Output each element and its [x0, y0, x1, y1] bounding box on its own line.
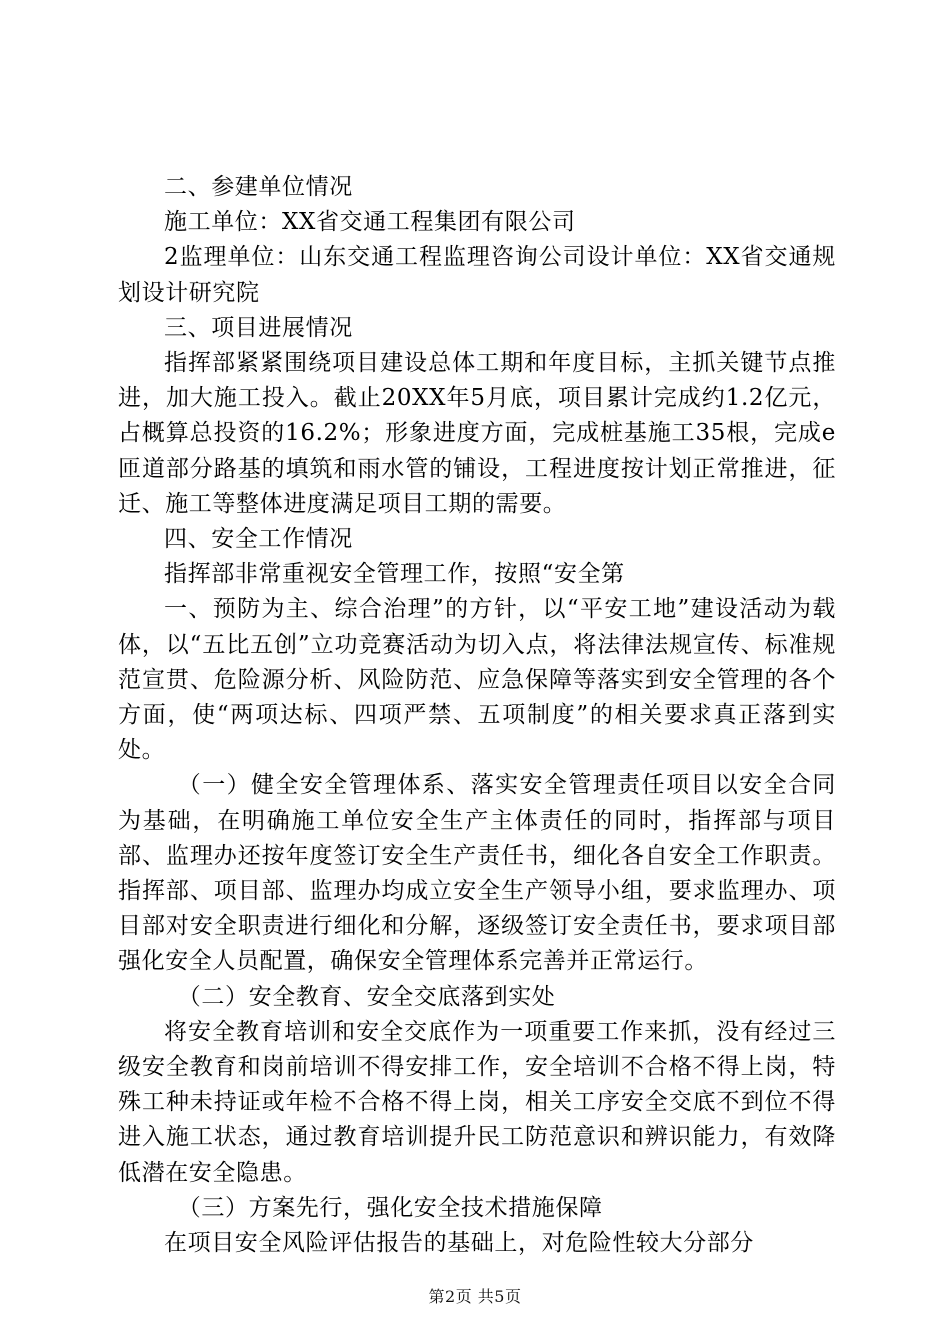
section-heading-participants: 二、参建单位情况: [164, 174, 353, 200]
document-body: [118, 170, 836, 1261]
safety-intro-line: 指挥部非常重视安全管理工作，按照“安全第: [164, 561, 625, 588]
subheading-plan-first: （三）方案先行，强化安全技术措施保障: [177, 1194, 603, 1221]
section-heading-safety: 四、安全工作情况: [164, 526, 353, 553]
section-heading-progress: 三、项目进展情况: [164, 314, 353, 341]
supervision-design-unit-paragraph: 2监理单位：山东交通工程监理咨询公司设计单位：XX省交通规划设计研究院: [118, 244, 836, 306]
education-paragraph: 将安全教育培训和安全交底作为一项重要工作来抓，没有经过三级安全教育和岗前培训不得安排工作，安全培训不合格不得上岗，特殊工种未持证或年检不合格不得上岗，相关工序安全交底不到位不得进入施工状态，通过教育培训提升民工防范意识和辨识能力，有效降低潜在安全隐患。: [118, 1018, 836, 1186]
progress-paragraph: 指挥部紧紧围绕项目建设总体工期和年度目标，主抓关键节点推进，加大施工投入。截止20XX年5月底，项目累计完成约1.2亿元，占概算总投资的16.2%；形象进度方面，完成桩基施工35根，完成e匝道部分路基的填筑和雨水管的铺设，工程进度按计划正常推进，征迁、施工等整体进度满足项目工期的需要。: [118, 350, 836, 517]
page-number-footer: 第2页 共5页: [428, 1287, 522, 1306]
risk-assessment-paragraph: 在项目安全风险评估报告的基础上，对危险性较大分部分: [164, 1230, 754, 1257]
subheading-education: （二）安全教育、安全交底落到实处: [177, 983, 556, 1010]
safety-policy-paragraph: 一、预防为主、综合治理”的方针，以“平安工地”建设活动为载体，以“五比五创”立功竞赛活动为切入点，将法律法规宣传、标准规范宣贯、危险源分析、风险防范、应急保障等落实到安全管理的各个方面，使“两项达标、四项严禁、五项制度”的相关要求真正落到实处。: [118, 596, 836, 764]
safety-system-paragraph: （一）健全安全管理体系、落实安全管理责任项目以安全合同为基础，在明确施工单位安全生产主体责任的同时，指挥部与项目部、监理办还按年度签订安全生产责任书，细化各自安全工作职责。指挥部、项目部、监理办均成立安全生产领导小组，要求监理办、项目部对安全职责进行细化和分解，逐级签订安全责任书，要求项目部强化安全人员配置，确保安全管理体系完善并正常运行。: [118, 772, 836, 975]
construction-unit-line: 施工单位：XX省交通工程集团有限公司: [164, 209, 576, 236]
